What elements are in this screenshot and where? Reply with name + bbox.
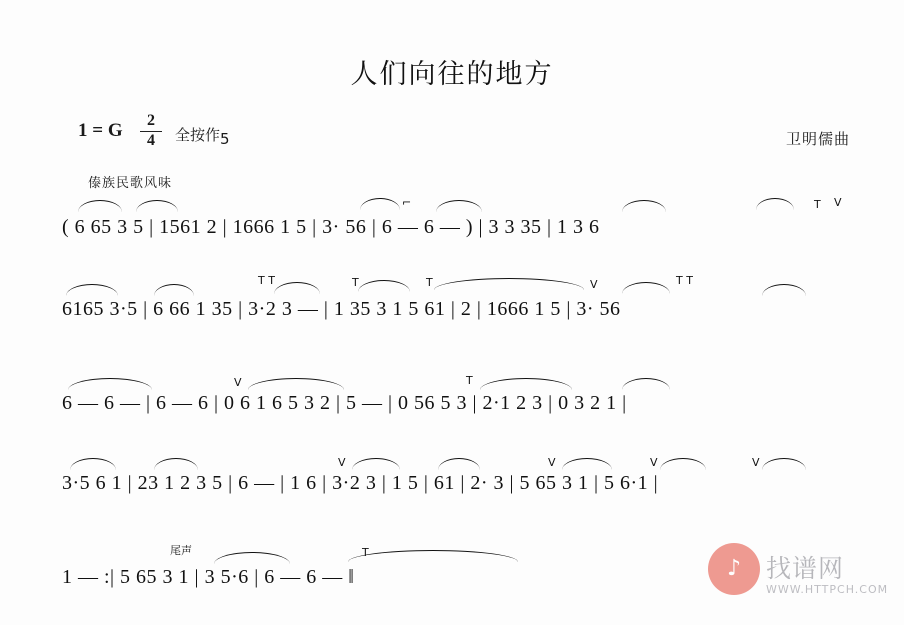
slur [214,552,290,564]
style-note: 傣族民歌风味 [88,176,173,191]
system-1-notation: ( 6 65 3 5 | 1561 2 | 1666 1 5 | 3· 56 | 6 — 6 — ) | 3 3 35 | 1 3 6 [62,216,600,238]
articulation-mark: V [650,456,658,469]
articulation-mark: V [338,456,346,469]
time-signature-denominator: 4 [147,131,155,149]
slur [352,458,400,470]
time-signature [140,113,162,150]
music-system-3 [62,364,862,442]
articulation-mark: V [234,376,242,389]
watermark-site-name: 找谱网 [766,554,845,583]
fingering-degree: 5 [220,130,230,148]
slur [562,458,612,470]
time-signature-numerator: 2 [147,112,155,129]
articulation-mark: T [814,198,821,211]
slur [756,198,794,210]
articulation-mark: T T [258,274,275,287]
articulation-mark: T [352,276,359,289]
slur [348,550,518,562]
slur [274,282,320,294]
articulation-mark: V [752,456,760,469]
slur [438,458,480,470]
articulation-mark: V [548,456,556,469]
slur [660,458,706,470]
system-4-notation: 3·5 6 1 | 23 1 2 3 5 | 6 — | 1 6 | 3·2 3 | 1 5 | 61 | 2· 3 | 5 65 3 1 | 5 6·1 | [62,472,659,494]
fingering-text: 全按作 [175,126,221,144]
slur [358,280,410,292]
slur [762,458,806,470]
articulation-mark: T [466,374,473,387]
slur [248,378,344,390]
slur [70,458,116,470]
slur [762,284,806,296]
slur [622,378,670,390]
slur [68,378,152,390]
articulation-mark: T [426,276,433,289]
articulation-mark: V [590,278,598,291]
watermark-site-url: WWW.HTTPCH.COM [766,583,889,596]
articulation-mark: V [834,196,842,209]
watermark-logo-icon: ♪ [708,543,760,595]
music-system-4 [62,452,862,530]
watermark [708,541,889,607]
slur [154,284,194,296]
system-5-notation: 1 — :| 5 65 3 1 | 3 5·6 | 6 — 6 — ‖ [62,566,355,588]
segment-label: 尾声 [170,544,192,557]
slur [622,200,666,212]
slur [436,200,482,212]
slur [622,282,670,294]
system-3-notation: 6 — 6 — | 6 — 6 | 0 6 1 6 5 3 2 | 5 — | 0 56 5 3 | 2·1 2 3 | 0 3 2 1 | [62,392,627,414]
slur [78,200,122,212]
composer-credit: 卫明儒曲 [785,130,850,148]
fingering-instruction [175,124,230,148]
system-2-notation: 6165 3·5 | 6 66 1 35 | 3·2 3 — | 1 35 3 1 5 61 | 2 | 1666 1 5 | 3· 56 [62,298,621,320]
articulation-mark: T [362,546,369,559]
slur [434,278,584,290]
slur [66,284,118,296]
slur [154,458,198,470]
slur [480,378,572,390]
articulation-mark: ⌐ [402,196,412,209]
slur [136,200,178,212]
slur [360,198,400,210]
key-signature: 1 = G [78,120,123,141]
page-title: 人们向往的地方 [350,59,554,90]
articulation-mark: T T [676,274,693,287]
music-system-2 [62,274,862,356]
music-system-1 [62,196,862,274]
